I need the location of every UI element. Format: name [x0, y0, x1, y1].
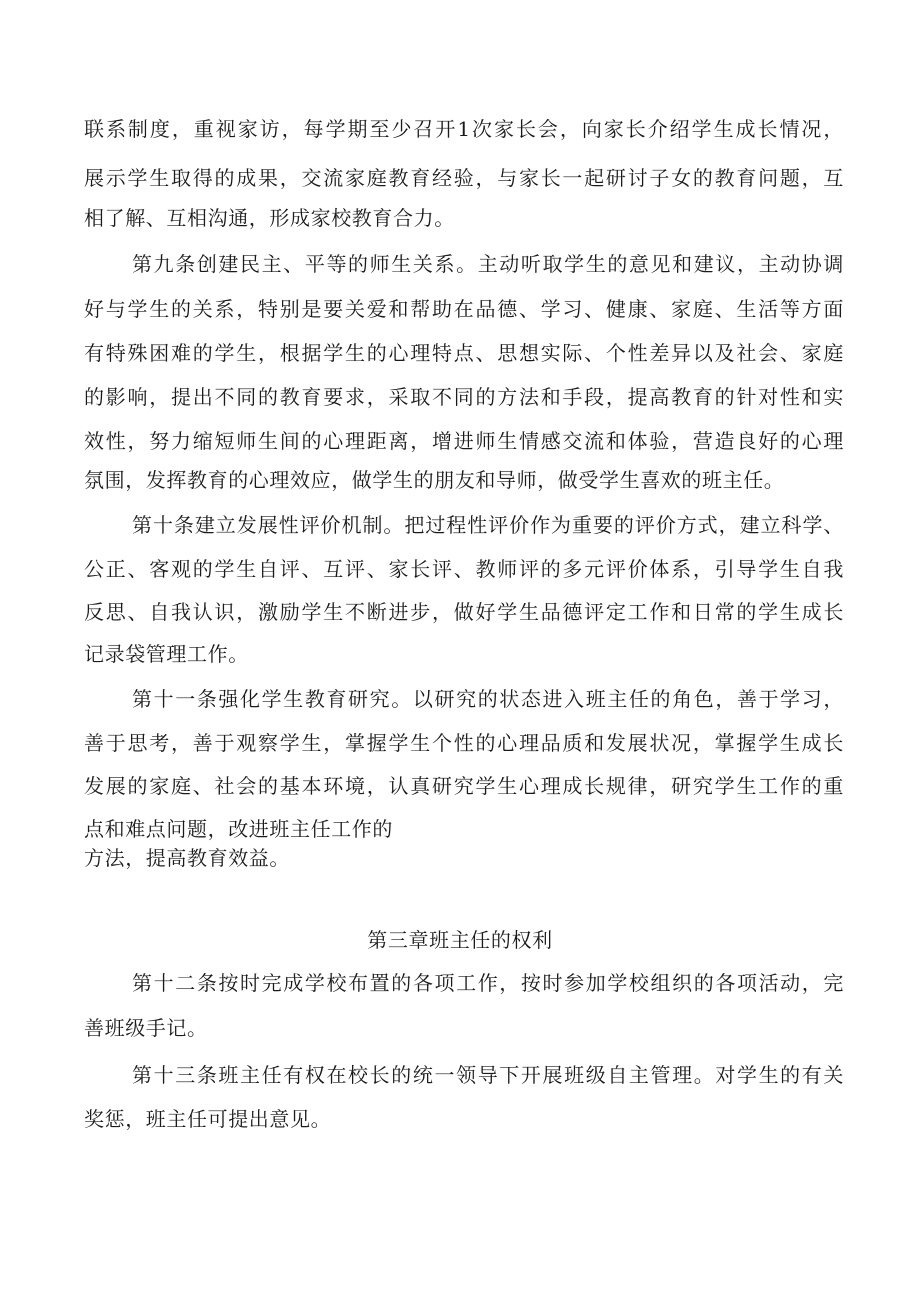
paragraph-line: 发展的家庭、社会的基本环境，认真研究学生心理成长规律，研究学生工作的重	[84, 774, 844, 798]
paragraph-line: 联系制度，重视家访，每学期至少召开1次家长会，向家长介绍学生成长情况，	[84, 117, 844, 141]
paragraph-line: 奖惩，班主任可提出意见。	[84, 1107, 332, 1131]
paragraph-line: 第十条建立发展性评价机制。把过程性评价作为重要的评价方式，建立科学、	[132, 513, 844, 537]
paragraph-line: 相了解、互相沟通，形成家校教育合力。	[84, 206, 455, 230]
paragraph-line: 善于思考，善于观察学生，掌握学生个性的心理品质和发展状况，掌握学生成长	[84, 731, 844, 755]
paragraph-line: 记录袋管理工作。	[84, 642, 249, 666]
paragraph-line: 反思、自我认识，激励学生不断进步，做好学生品德评定工作和日常的学生成长	[84, 600, 844, 624]
paragraph-line: 第九条创建民主、平等的师生关系。主动听取学生的意见和建议，主动协调	[132, 252, 844, 276]
paragraph-line: 展示学生取得的成果，交流家庭教育经验，与家长一起研讨子女的教育问题，互	[84, 166, 844, 190]
paragraph-line: 好与学生的关系，特别是要关爱和帮助在品德、学习、健康、家庭、生活等方面	[84, 297, 844, 321]
paragraph-line: 有特殊困难的学生，根据学生的心理特点、思想实际、个性差异以及社会、家庭	[84, 341, 844, 365]
paragraph-line: 方法，提高教育效益。	[84, 846, 290, 870]
paragraph-line: 第十二条按时完成学校布置的各项工作，按时参加学校组织的各项活动，完	[132, 971, 844, 995]
paragraph-line: 点和难点问题，改进班主任工作的	[84, 817, 393, 841]
chapter-heading: 第三章班主任的权利	[367, 928, 553, 952]
paragraph-line: 第十三条班主任有权在校长的统一领导下开展班级自主管理。对学生的有关	[132, 1063, 844, 1087]
paragraph-line: 氛围，发挥教育的心理效应，做学生的朋友和导师，做受学生喜欢的班主任。	[84, 468, 785, 492]
paragraph-line: 公正、客观的学生自评、互评、家长评、教师评的多元评价体系，引导学生自我	[84, 557, 844, 581]
paragraph-line: 的影响，提出不同的教育要求，采取不同的方法和手段，提高教育的针对性和实	[84, 385, 844, 409]
paragraph-line: 善班级手记。	[84, 1016, 208, 1040]
paragraph-line: 第十一条强化学生教育研究。以研究的状态进入班主任的角色，善于学习，	[132, 687, 844, 711]
paragraph-line: 效性，努力缩短师生间的心理距离，增进师生情感交流和体验，营造良好的心理	[84, 429, 844, 453]
